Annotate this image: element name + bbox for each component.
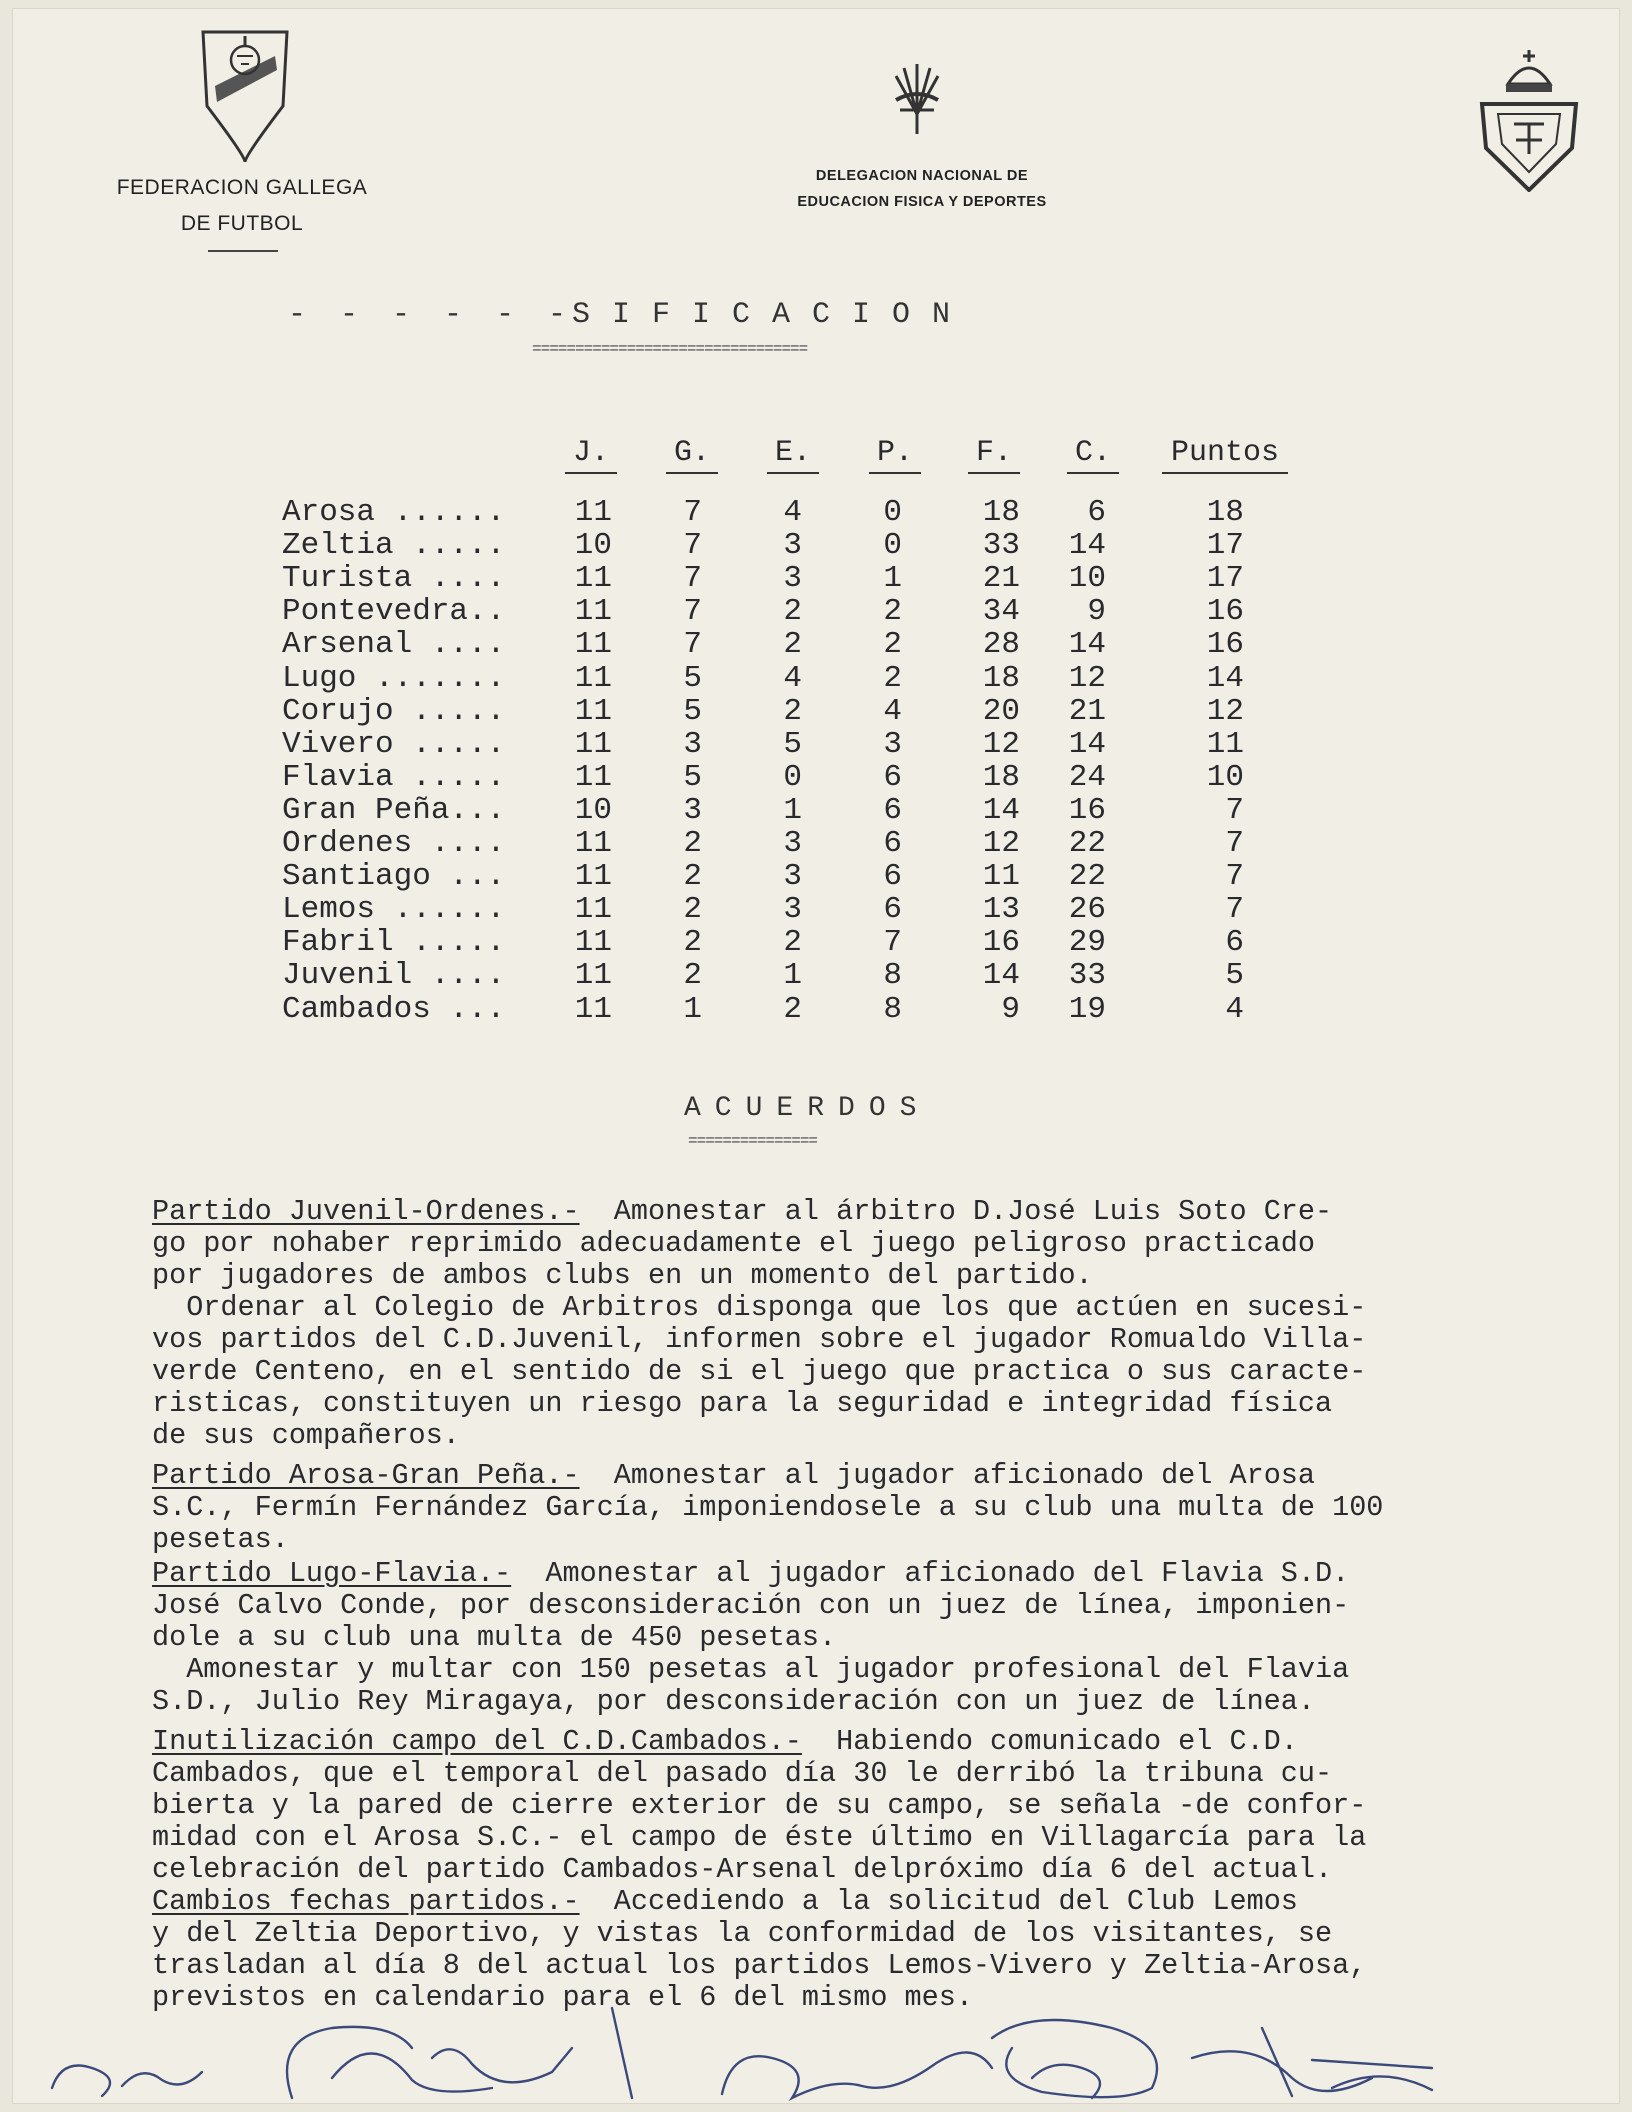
- acuerdo-line: Ordenar al Colegio de Arbitros disponga que los que actúen en sucesi-: [152, 1291, 1367, 1324]
- table-cell: 8: [883, 958, 902, 994]
- federation-line-1: FEDERACION GALLEGA: [116, 176, 368, 199]
- acuerdo-line: José Calvo Conde, por desconsideración con un juez de línea, imponien-: [152, 1589, 1350, 1622]
- acuerdo-line: Amonestar y multar con 150 pesetas al jugador profesional del Flavia: [152, 1653, 1350, 1686]
- team-name: Cambados ...: [282, 991, 506, 1027]
- table-cell: 6: [883, 759, 902, 795]
- table-cell: 5: [1225, 958, 1244, 994]
- acuerdo-juvenil-ordenes: [152, 1196, 1632, 1229]
- table-cell: 0: [783, 759, 802, 795]
- team-name: Pontevedra..: [282, 594, 506, 630]
- table-cell: 4: [783, 495, 802, 530]
- table-cell: 10: [1068, 561, 1106, 597]
- table-cell: 1: [883, 561, 902, 597]
- table-cell: 0: [883, 528, 902, 564]
- table-cell: 5: [683, 660, 702, 696]
- signatures-drawing: [32, 1968, 1592, 2104]
- table-row: [12, 794, 1312, 827]
- table-cell: 14: [1068, 627, 1106, 663]
- table-row: [12, 628, 1312, 661]
- column-header: F.: [968, 436, 1020, 474]
- table-row: [12, 893, 1312, 926]
- table-cell: 7: [683, 528, 702, 564]
- table-cell: 11: [982, 859, 1020, 895]
- table-cell: 21: [982, 561, 1020, 597]
- table-cell: 14: [982, 958, 1020, 994]
- team-name: Vivero .....: [282, 726, 506, 762]
- table-cell: 3: [683, 726, 702, 762]
- team-name: Gran Peña...: [282, 792, 506, 828]
- table-cell: 19: [1068, 991, 1106, 1027]
- table-cell: 11: [574, 958, 612, 994]
- delegacion-line-2: EDUCACION FISICA Y DEPORTES: [797, 194, 1047, 210]
- table-row: [12, 496, 1312, 529]
- table-cell: 7: [1225, 892, 1244, 928]
- table-cell: 9: [1001, 991, 1020, 1027]
- table-cell: 16: [982, 925, 1020, 961]
- table-cell: 12: [1206, 693, 1244, 729]
- table-cell: 6: [1225, 925, 1244, 961]
- table-cell: 10: [574, 792, 612, 828]
- table-cell: 11: [574, 991, 612, 1027]
- table-cell: 2: [783, 991, 802, 1027]
- team-name: Santiago ...: [282, 859, 506, 895]
- table-row: [12, 926, 1312, 959]
- team-name: Zeltia .....: [282, 528, 506, 564]
- table-cell: 4: [1225, 991, 1244, 1027]
- table-cell: 2: [683, 925, 702, 961]
- acuerdo-lugo-flavia: [152, 1558, 1632, 1591]
- table-cell: 0: [883, 495, 902, 530]
- table-cell: 3: [783, 892, 802, 928]
- table-cell: 11: [574, 495, 612, 530]
- acuerdo-line: Amonestar al árbitro D.José Luis Soto Cre-: [579, 1195, 1333, 1228]
- team-name: Juvenil ....: [282, 958, 506, 994]
- table-cell: 2: [783, 925, 802, 961]
- table-row: [12, 595, 1312, 628]
- acuerdo-inutilizacion-campo: [152, 1726, 1632, 1759]
- table-cell: 17: [1206, 528, 1244, 564]
- acuerdo-heading: Inutilización campo del C.D.Cambados.-: [152, 1725, 802, 1758]
- team-name: Flavia .....: [282, 759, 506, 795]
- table-row: [12, 529, 1312, 562]
- table-cell: 1: [783, 792, 802, 828]
- table-cell: 11: [574, 826, 612, 861]
- team-name: Corujo .....: [282, 693, 506, 729]
- acuerdo-heading: Partido Arosa-Gran Peña.-: [152, 1459, 580, 1492]
- table-cell: 7: [1225, 826, 1244, 861]
- team-name: Fabril .....: [282, 925, 506, 961]
- table-cell: 12: [1068, 660, 1106, 696]
- column-header: J.: [565, 436, 617, 474]
- table-cell: 14: [982, 792, 1020, 828]
- table-cell: 6: [883, 859, 902, 895]
- federation-line-2: DE FUTBOL: [180, 212, 304, 235]
- table-cell: 22: [1068, 859, 1106, 895]
- acuerdo-line: go por nohaber reprimido adecuadamente el juego peligroso practicado: [152, 1227, 1315, 1260]
- team-name: Arosa ......: [282, 495, 506, 530]
- table-cell: 7: [683, 561, 702, 597]
- table-cell: 24: [1068, 759, 1106, 795]
- acuerdo-cambios-fechas: [152, 1886, 1632, 1919]
- acuerdo-line: previstos en calendario para el 6 del mismo mes.: [152, 1981, 973, 2014]
- table-cell: 2: [783, 627, 802, 663]
- table-row: [12, 860, 1312, 893]
- federacion-gallega-shield-icon: [197, 26, 293, 166]
- table-cell: 34: [982, 594, 1020, 630]
- table-cell: 13: [982, 892, 1020, 928]
- column-header: E.: [767, 436, 819, 474]
- table-cell: 3: [883, 726, 902, 762]
- acuerdo-line: verde Centeno, en el sentido de si el juego que practica o sus caracte-: [152, 1355, 1367, 1388]
- table-cell: 14: [1206, 660, 1244, 696]
- table-cell: 11: [574, 594, 612, 630]
- table-cell: 16: [1068, 792, 1106, 828]
- acuerdo-line: por jugadores de ambos clubs en un momento del partido.: [152, 1259, 1093, 1292]
- table-cell: 10: [574, 528, 612, 564]
- table-cell: 3: [683, 792, 702, 828]
- table-row: [12, 728, 1312, 761]
- table-row: [12, 695, 1312, 728]
- team-name: Lemos ......: [282, 892, 506, 928]
- acuerdo-heading: Partido Lugo-Flavia.-: [152, 1557, 512, 1590]
- table-row: [12, 562, 1312, 595]
- column-header: G.: [666, 436, 718, 474]
- document-page: [12, 8, 1620, 2104]
- acuerdo-line: dole a su club una multa de 450 pesetas.: [152, 1621, 837, 1654]
- table-cell: 5: [683, 759, 702, 795]
- acuerdo-line: Cambados, que el temporal del pasado día 30 le derribó la tribuna cu-: [152, 1757, 1333, 1790]
- table-cell: 11: [574, 759, 612, 795]
- table-cell: 33: [982, 528, 1020, 564]
- table-cell: 3: [783, 826, 802, 861]
- acuerdo-line: celebración del partido Cambados-Arsenal delpróximo día 6 del actual.: [152, 1853, 1333, 1886]
- table-cell: 2: [883, 627, 902, 663]
- table-cell: 12: [982, 826, 1020, 861]
- table-row: [12, 827, 1312, 860]
- table-cell: 8: [883, 991, 902, 1027]
- table-cell: 11: [1206, 726, 1244, 762]
- table-cell: 11: [574, 726, 612, 762]
- table-cell: 29: [1068, 925, 1106, 961]
- acuerdo-line: de sus compañeros.: [152, 1419, 460, 1452]
- acuerdos-title: ACUERDOS: [684, 1093, 931, 1124]
- acuerdo-heading: Cambios fechas partidos.-: [152, 1885, 580, 1918]
- table-row: [12, 959, 1312, 992]
- table-cell: 2: [683, 826, 702, 861]
- column-header: P.: [869, 436, 921, 474]
- table-cell: 20: [982, 693, 1020, 729]
- acuerdo-line: Amonestar al jugador aficionado del Arosa: [579, 1459, 1315, 1492]
- team-name: Turista ....: [282, 561, 506, 597]
- table-cell: 11: [574, 693, 612, 729]
- table-cell: 2: [683, 958, 702, 994]
- table-cell: 9: [1087, 594, 1106, 630]
- acuerdo-line: Habiendo comunicado el C.D.: [801, 1725, 1298, 1758]
- table-cell: 14: [1068, 726, 1106, 762]
- table-cell: 1: [683, 991, 702, 1027]
- table-cell: 7: [683, 495, 702, 530]
- federation-rule: [208, 250, 278, 252]
- table-cell: 2: [683, 892, 702, 928]
- table-cell: 12: [982, 726, 1020, 762]
- table-cell: 26: [1068, 892, 1106, 928]
- table-cell: 16: [1206, 594, 1244, 630]
- table-cell: 7: [1225, 792, 1244, 828]
- yoke-and-arrows-icon: [890, 60, 944, 138]
- delegacion-name: [742, 163, 1102, 215]
- table-cell: 18: [1206, 495, 1244, 530]
- table-cell: 28: [982, 627, 1020, 663]
- column-header: C.: [1067, 436, 1119, 474]
- table-cell: 33: [1068, 958, 1106, 994]
- table-cell: 10: [1206, 759, 1244, 795]
- table-cell: 2: [883, 660, 902, 696]
- table-cell: 21: [1068, 693, 1106, 729]
- table-cell: 1: [783, 958, 802, 994]
- acuerdo-line: y del Zeltia Deportivo, y vistas la conformidad de los visitantes, se: [152, 1917, 1333, 1950]
- table-cell: 18: [982, 660, 1020, 696]
- table-cell: 7: [683, 627, 702, 663]
- table-cell: 11: [574, 892, 612, 928]
- acuerdo-arosa-gran-pena: [152, 1460, 1632, 1493]
- table-cell: 4: [883, 693, 902, 729]
- team-name: Ordenes ....: [282, 826, 506, 861]
- table-cell: 2: [683, 859, 702, 895]
- table-cell: 16: [1206, 627, 1244, 663]
- classification-underline: ================================: [532, 340, 808, 358]
- classification-title: SIFICACION: [572, 298, 973, 332]
- table-cell: 7: [1225, 859, 1244, 895]
- table-cell: 17: [1206, 561, 1244, 597]
- table-cell: 2: [783, 693, 802, 729]
- table-row: [12, 662, 1312, 695]
- acuerdo-line: Amonestar al jugador aficionado del Flavia S.D.: [511, 1557, 1350, 1590]
- table-cell: 22: [1068, 826, 1106, 861]
- crowned-shield-icon: [1474, 44, 1584, 192]
- table-cell: 6: [883, 892, 902, 928]
- table-cell: 7: [683, 594, 702, 630]
- federation-name: [92, 170, 392, 242]
- acuerdo-line: pesetas.: [152, 1523, 289, 1556]
- acuerdos-underline: ===============: [688, 1132, 818, 1150]
- team-name: Lugo .......: [282, 660, 506, 696]
- table-cell: 6: [883, 826, 902, 861]
- table-cell: 18: [982, 759, 1020, 795]
- table-cell: 11: [574, 925, 612, 961]
- acuerdo-line: S.D., Julio Rey Miragaya, por desconsideración con un juez de línea.: [152, 1685, 1315, 1718]
- acuerdo-line: trasladan al día 8 del actual los partidos Lemos-Vivero y Zeltia-Arosa,: [152, 1949, 1367, 1982]
- table-cell: 2: [783, 594, 802, 630]
- team-name: Arsenal ....: [282, 627, 506, 663]
- column-header: Puntos: [1162, 436, 1288, 474]
- classification-dashes: - - - - - -: [288, 298, 575, 332]
- acuerdo-line: bierta y la pared de cierre exterior de su campo, se señala -de confor-: [152, 1789, 1367, 1822]
- table-cell: 11: [574, 561, 612, 597]
- acuerdo-line: vos partidos del C.D.Juvenil, informen sobre el jugador Romualdo Villa-: [152, 1323, 1367, 1356]
- table-cell: 3: [783, 528, 802, 564]
- delegacion-line-1: DELEGACION NACIONAL DE: [815, 168, 1029, 184]
- table-cell: 6: [1087, 495, 1106, 530]
- table-cell: 6: [883, 792, 902, 828]
- table-cell: 7: [883, 925, 902, 961]
- table-cell: 2: [883, 594, 902, 630]
- table-cell: 18: [982, 495, 1020, 530]
- table-cell: 11: [574, 660, 612, 696]
- acuerdo-line: midad con el Arosa S.C.- el campo de éste último en Villagarcía para la: [152, 1821, 1367, 1854]
- table-cell: 4: [783, 660, 802, 696]
- acuerdo-heading: Partido Juvenil-Ordenes.-: [152, 1195, 580, 1228]
- table-cell: 3: [783, 561, 802, 597]
- table-row: [12, 761, 1312, 794]
- acuerdo-line: S.C., Fermín Fernández García, imponiendosele a su club una multa de 100: [152, 1491, 1384, 1524]
- table-cell: 5: [783, 726, 802, 762]
- table-row: [12, 993, 1312, 1026]
- acuerdo-line: risticas, constituyen un riesgo para la seguridad e integridad física: [152, 1387, 1333, 1420]
- table-cell: 3: [783, 859, 802, 895]
- table-cell: 14: [1068, 528, 1106, 564]
- acuerdo-line: Accediendo a la solicitud del Club Lemos: [579, 1885, 1298, 1918]
- table-cell: 11: [574, 627, 612, 663]
- table-cell: 5: [683, 693, 702, 729]
- table-cell: 11: [574, 859, 612, 895]
